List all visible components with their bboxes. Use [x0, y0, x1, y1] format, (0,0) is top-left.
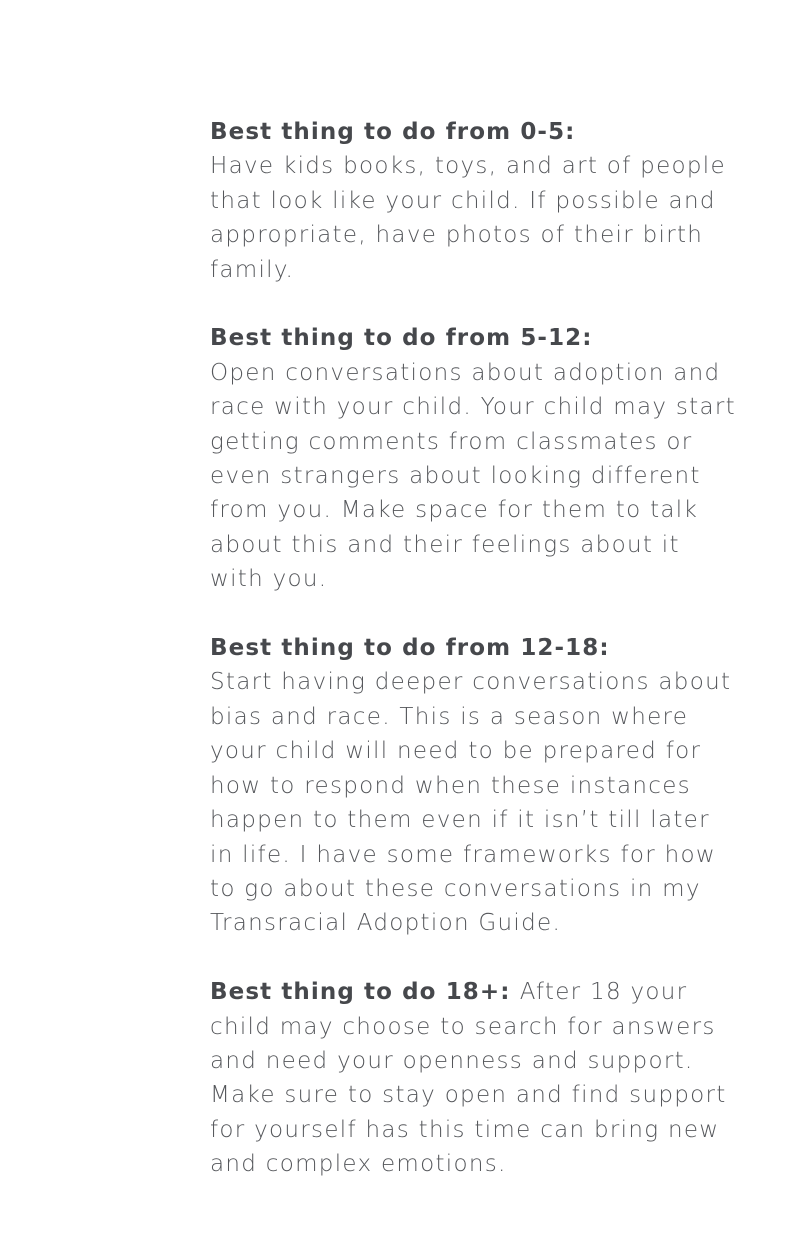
section-body: After 18 your child may choose to search for answers and need your openness and support. Make sure to stay open and find support for yourself has this time can bring new and complex emotions.	[210, 979, 727, 1178]
section-heading: Best thing to do from 12-18:	[210, 635, 610, 662]
section-body: Have kids books, toys, and art of people that look like your child. If possible and appropriate, have photos of their birth family.	[210, 153, 726, 283]
section-ages-0-5	[210, 115, 740, 287]
section-ages-12-18	[210, 631, 740, 941]
section-ages-5-12	[210, 321, 740, 596]
section-heading: Best thing to do from 5-12:	[210, 325, 593, 352]
section-body: Start having deeper conversations about bias and race. This is a season where your child will need to be prepared for how to respond when these instances happen to them even if it isn’t till later in life. I have some frameworks for how to go about these conversations in my Transracial Adoption Guide.	[210, 669, 732, 937]
section-body: Open conversations about adoption and race with your child. Your child may start getting comments from classmates or even strangers about looking different from you. Make space for them to talk about this and their feelings about it with you.	[210, 359, 736, 593]
section-heading: Best thing to do from 0-5:	[210, 119, 576, 145]
section-heading: Best thing to do 18+:	[210, 979, 520, 1006]
article-content	[210, 115, 740, 1216]
section-ages-18-plus	[210, 975, 740, 1181]
